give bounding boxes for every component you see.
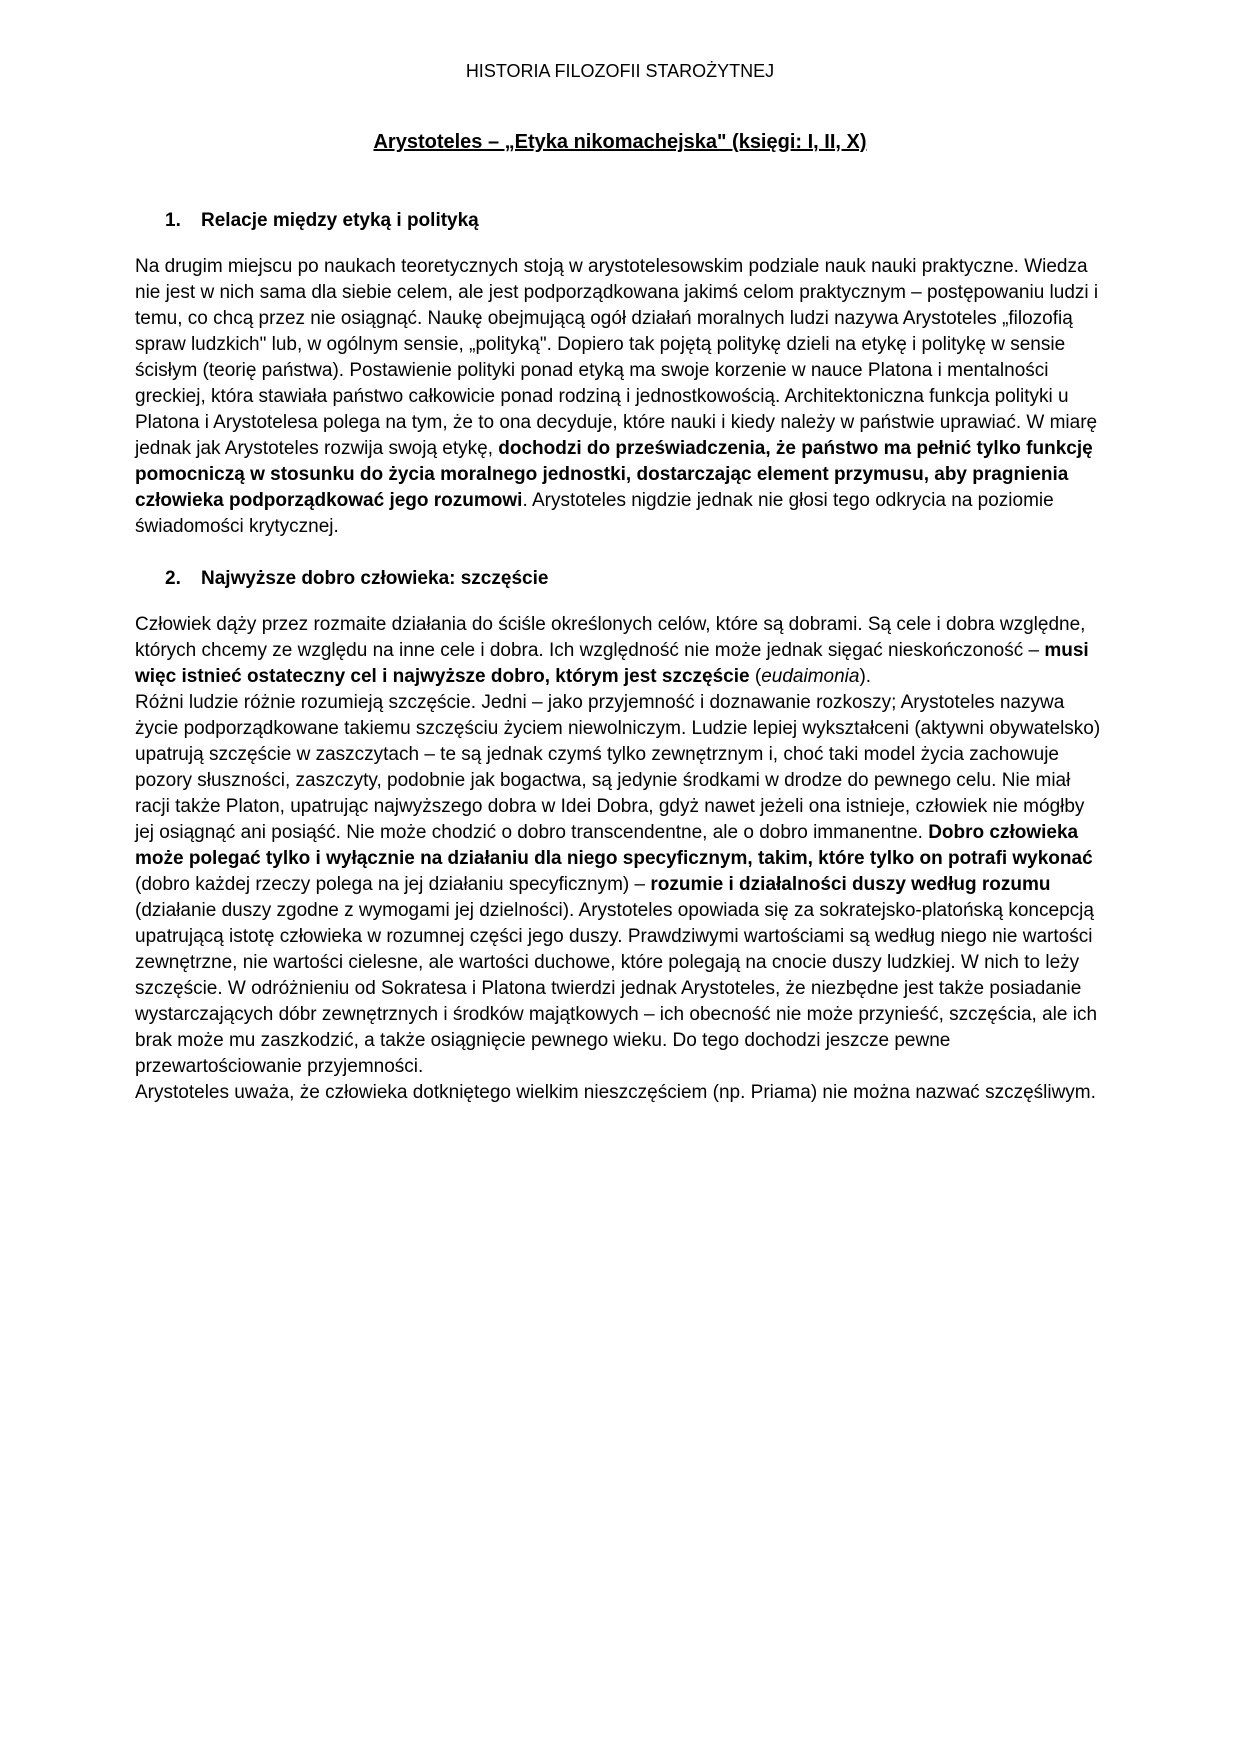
document-body [135,208,1105,1106]
text-run: Różni ludzie różnie rozumieją szczęście. Jedni – jako przyjemność i doznawanie rozkoszy; Arystoteles nazywa życie podporządkowane takiemu szczęściu życiem niewolniczym. Ludzie lepiej wykształceni (aktywni obywatelsko) upatrują szczęście w zaszczytach – te są jednak czymś tylko zewnętrznym i, choć taki model życia zachowuje pozory słuszności, zaszczyty, podobnie jak bogactwa, są jedynie środkami w drodze do pewnego celu. Nie miał racji także Platon, upatrując najwyższego dobra w Idei Dobra, gdyż nawet jeżeli ona istnieje, człowiek nie mógłby jej osiągnąć ani posiąść. Nie może chodzić o dobro transcendentne, ale o dobro immanentne. [135,692,1101,843]
text-run: eudaimonia [761,666,860,687]
section-number: 1. [165,210,181,231]
text-run: ( [749,666,762,687]
section [135,566,1105,1106]
section-heading [135,208,1105,234]
section-heading-text: Najwyższe dobro człowieka: szczęście [201,568,549,589]
text-run: Arystoteles uważa, że człowieka dotkniętego wielkim nieszczęściem (np. Priama) nie można nazwać szczęśliwym. [135,1082,1096,1103]
text-run: Na drugim miejscu po naukach teoretycznych stoją w arystotelesowskim podziale nauk nauki praktyczne. Wiedza nie jest w nich sama dla siebie celem, ale jest podporządkowana jakimś celom praktycznym – postępowaniu ludzi i temu, co chcą przez nie osiągnąć. Naukę obejmującą ogół działań moralnych ludzi nazywa Arystoteles „filozofią spraw ludzkich" lub, w ogólnym sensie, „polityką". Dopiero tak pojętą politykę dzieli na etykę i politykę w sensie ścisłym (teorię państwa). Postawienie polityki ponad etyką ma swoje korzenie w nauce Platona i mentalności greckiej, która stawiała państwo całkowicie ponad rodziną i jednostkowością. Architektoniczna funkcja polityki u Platona i Arystotelesa polega na tym, że to ona decyduje, które nauki i kiedy należy w państwie uprawiać. W miarę jednak jak Arystoteles rozwija swoją etykę, [135,256,1099,459]
section-number: 2. [165,568,181,589]
text-run: Człowiek dąży przez rozmaite działania do ściśle określonych celów, które są dobrami. Są cele i dobra względne, których chcemy ze względu na inne cele i dobra. Ich względność nie może jednak sięgać nieskończoność – [135,614,1086,661]
paragraph [135,254,1105,540]
paragraph [135,1080,1105,1106]
document-header: HISTORIA FILOZOFII STAROŻYTNEJ [465,61,775,81]
section-heading-text: Relacje między etyką i polityką [201,210,479,231]
section-heading [135,566,1105,592]
text-run: Dobro człowieka może polegać tylko i wyłącznie na działaniu dla niego specyficznym, takim, które tylko on potrafi wykonać [135,822,1093,869]
paragraph [135,612,1105,690]
text-run: musi więc istnieć ostateczny cel i najwyższe dobro, którym jest szczęście [135,640,1089,687]
text-run: ). [859,666,872,687]
text-run: dochodzi do przeświadczenia, że państwo ma pełnić tylko funkcję pomocniczą w stosunku do życia moralnego jednostki, dostarczając element przymusu, aby pragnienia człowieka podporządkować jego rozumowi [135,438,1093,511]
text-run: . Arystoteles nigdzie jednak nie głosi tego odkrycia na poziomie świadomości krytycznej. [135,490,1054,537]
text-run: (dobro każdej rzeczy polega na jej działaniu specyficznym) – [135,874,651,895]
text-run: (działanie duszy zgodne z wymogami jej dzielności). Arystoteles opowiada się za sokratejsko-platońską koncepcją upatrującą istotę człowieka w rozumnej części jego duszy. Prawdziwymi wartościami są według niego nie wartości zewnętrzne, nie wartości cielesne, ale wartości duchowe, które polegają na cnocie duszy ludzkiej. W nich to leży szczęście. W odróżnieniu od Sokratesa i Platona twierdzi jednak Arystoteles, że niezbędne jest także posiadanie wystarczających dóbr zewnętrznych i środków majątkowych – ich obecność nie może przynieść, szczęścia, ale ich brak może mu zaszkodzić, a także osiągnięcie pewnego wieku. Do tego dochodzi jeszcze pewne przewartościowanie przyjemności. [135,900,1098,1077]
section [135,208,1105,540]
paragraph [135,690,1105,1080]
document-title: Arystoteles – „Etyka nikomachejska" (księgi: I, II, X) [373,131,867,153]
text-run: rozumie i działalności duszy według rozumu [650,874,1051,895]
